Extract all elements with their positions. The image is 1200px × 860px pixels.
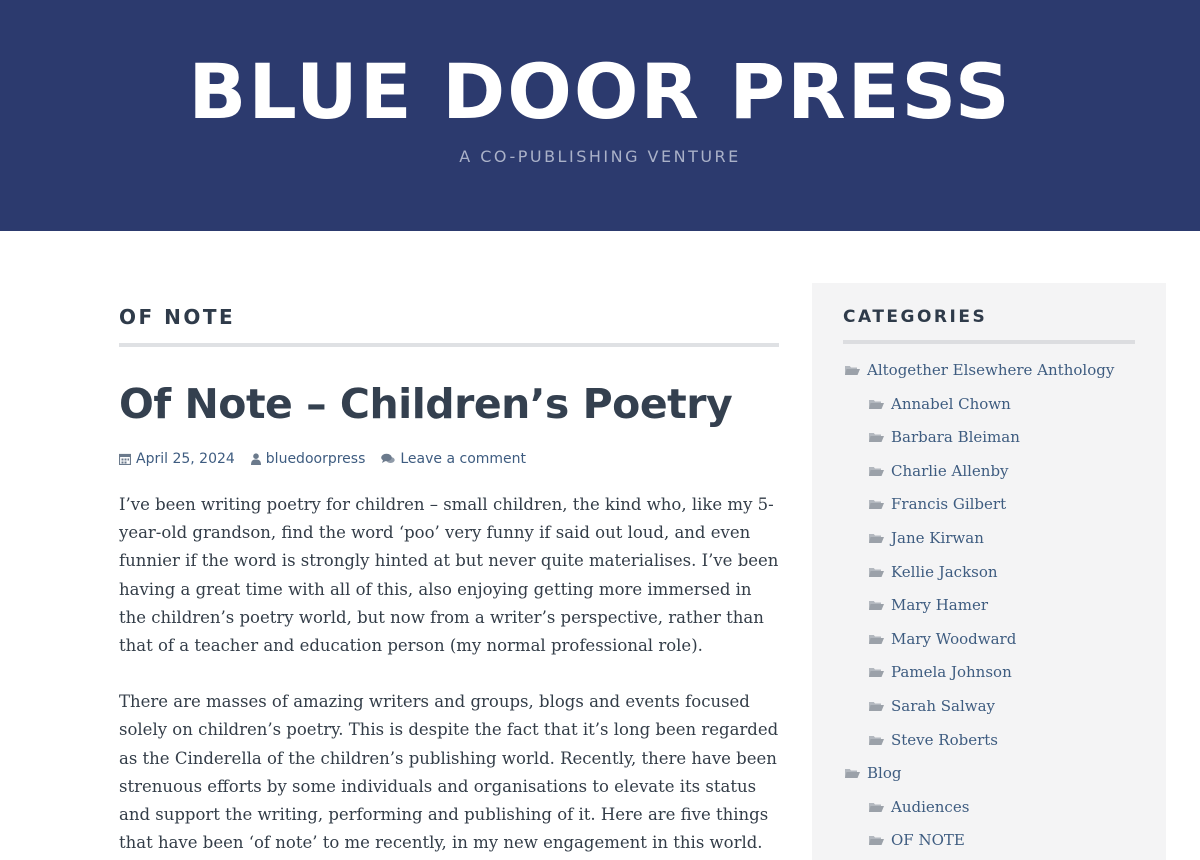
archive-title: OF NOTE <box>119 305 236 329</box>
category-item[interactable] <box>845 764 901 782</box>
post-comments <box>381 451 526 467</box>
folder-icon <box>869 532 884 544</box>
post-paragraph: There are masses of amazing writers and groups, blogs and events focused solely on children’s poetry. This is despite the fact that it’s long been regarded as the Cinderella of the children’s publishing world. Recently, there have been strenuous efforts by some individuals and organisations to elevate its status and support the writing, performing and publishing of it. Here are five things that have been ‘of note’ to me recently, in my new engagement in this world. <box>119 692 779 853</box>
category-link[interactable]: Kellie Jackson <box>891 562 998 581</box>
subcategory-item[interactable] <box>869 831 965 849</box>
sidebar-categories-widget <box>812 283 1166 860</box>
post-date-link[interactable]: April 25, 2024 <box>136 451 235 467</box>
post-author <box>251 451 366 467</box>
subcategory-item[interactable] <box>869 563 998 581</box>
category-link[interactable]: Blog <box>867 764 902 783</box>
subcategory-item[interactable] <box>869 495 1006 513</box>
comments-icon <box>381 453 395 465</box>
folder-icon <box>845 364 860 376</box>
subcategory-item[interactable] <box>869 697 995 715</box>
folder-icon <box>845 767 860 779</box>
folder-icon <box>869 599 884 611</box>
subcategory-item[interactable] <box>869 663 1012 681</box>
post-meta <box>119 449 542 469</box>
folder-icon <box>869 633 884 645</box>
folder-icon <box>869 566 884 578</box>
subcategory-item[interactable] <box>869 529 984 547</box>
category-link[interactable]: Jane Kirwan <box>891 529 984 547</box>
categories-title: CATEGORIES <box>843 307 988 327</box>
site-header <box>0 0 1200 231</box>
subcategory-item[interactable] <box>869 731 998 749</box>
section-divider <box>119 343 779 347</box>
categories-divider <box>843 340 1135 344</box>
folder-icon <box>869 431 884 443</box>
category-link[interactable]: Altogether Elsewhere Anthology <box>867 361 1115 379</box>
folder-icon <box>869 734 884 746</box>
subcategory-item[interactable] <box>869 462 1009 480</box>
folder-icon <box>869 666 884 678</box>
post-title[interactable]: Of Note – Children’s Poetry <box>119 380 733 428</box>
category-link[interactable]: Mary Hamer <box>891 596 989 615</box>
post-body <box>119 491 781 860</box>
folder-icon <box>869 700 884 712</box>
post-author-link[interactable]: bluedoorpress <box>265 451 366 467</box>
folder-icon <box>869 801 884 813</box>
category-link[interactable]: OF NOTE <box>891 831 965 850</box>
category-link[interactable]: Audiences <box>891 797 970 816</box>
subcategory-item[interactable] <box>869 596 988 614</box>
calendar-icon <box>119 453 131 465</box>
category-link[interactable]: Barbara Bleiman <box>891 428 1020 447</box>
subcategory-item[interactable] <box>869 798 969 816</box>
site-title[interactable]: BLUE DOOR PRESS <box>188 47 1012 136</box>
subcategory-item[interactable] <box>869 630 1016 648</box>
post-date <box>119 451 235 467</box>
site-tagline: A CO-PUBLISHING VENTURE <box>459 147 741 166</box>
category-link[interactable]: Sarah Salway <box>891 697 996 715</box>
folder-icon <box>869 834 884 846</box>
category-link[interactable]: Annabel Chown <box>891 394 1011 413</box>
category-link[interactable]: Steve Roberts <box>891 730 998 749</box>
subcategory-item[interactable] <box>869 395 1011 413</box>
category-item[interactable] <box>845 361 1114 379</box>
folder-icon <box>869 465 884 477</box>
subcategory-item[interactable] <box>869 428 1020 446</box>
category-link[interactable]: Charlie Allenby <box>891 461 1009 480</box>
folder-icon <box>869 498 884 510</box>
folder-icon <box>869 398 884 410</box>
user-icon <box>251 453 261 465</box>
category-link[interactable]: Francis Gilbert <box>891 495 1007 514</box>
category-link[interactable]: Pamela Johnson <box>891 663 1012 682</box>
leave-comment-link[interactable]: Leave a comment <box>400 451 527 467</box>
post-paragraph: I’ve been writing poetry for children – small children, the kind who, like my 5-year-old grandson, find the word ‘poo’ very funny if said out loud, and even funnier if the word is strongly hinted at but never quite materialises. I’ve been having a great time with all of this, also enjoying getting more immersed in the children’s poetry world, but now from a writer’s perspective, rather than that of a teacher and education person (my normal professional role). <box>119 495 779 656</box>
category-link[interactable]: Mary Woodward <box>891 629 1017 648</box>
